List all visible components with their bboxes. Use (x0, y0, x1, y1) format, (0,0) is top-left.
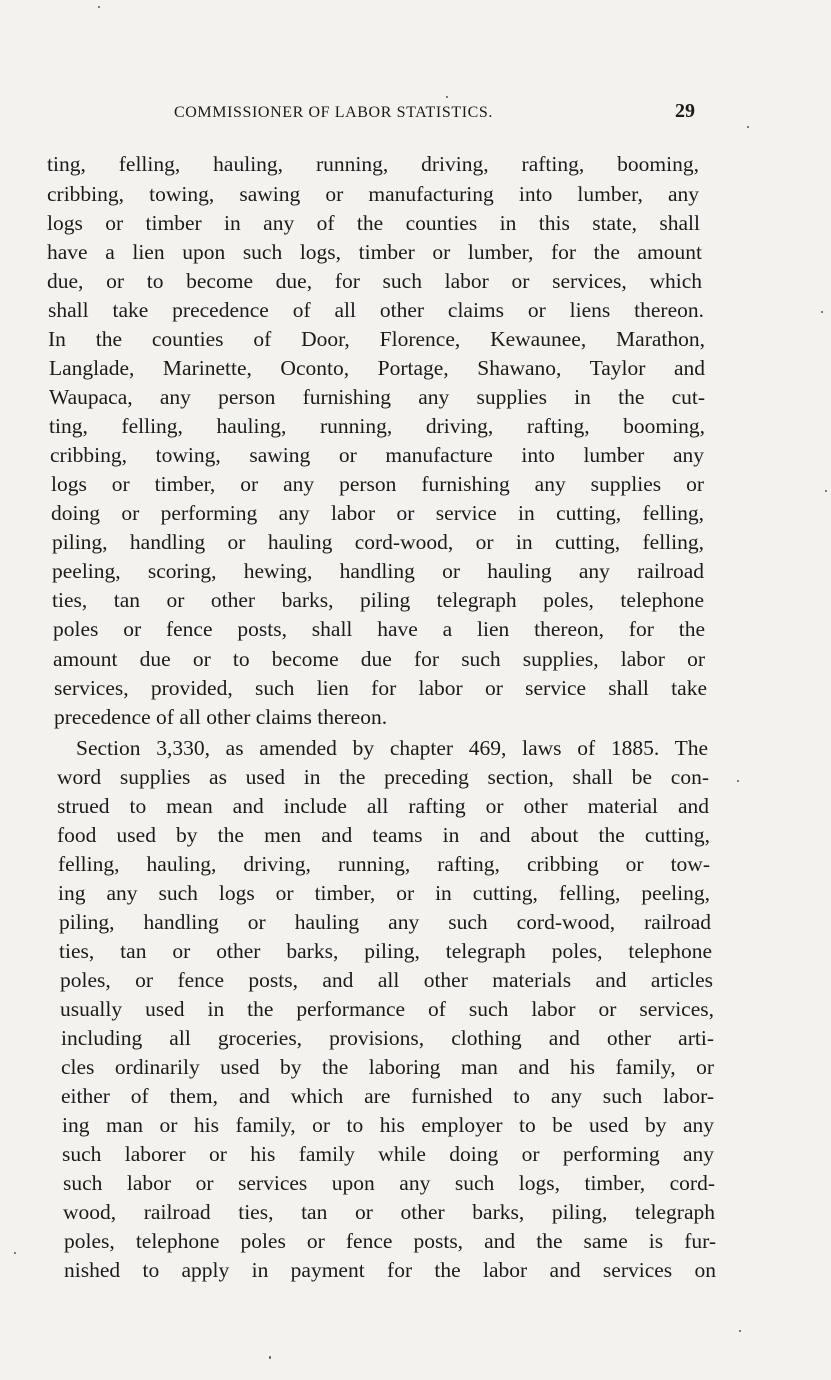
page-number: 29 (675, 100, 695, 122)
text-line: doing or performing any labor or service in cutting, felling, (51, 501, 704, 525)
print-speck (737, 780, 739, 782)
text-line: usually used in the performance of such labor or services, (60, 997, 714, 1021)
print-speck (739, 1330, 741, 1332)
text-line: In the counties of Door, Florence, Kewaunee, Marathon, (48, 327, 705, 351)
text-line: peeling, scoring, hewing, handling or hauling any railroad (52, 559, 704, 583)
text-line: Section 3,330, as amended by chapter 469, laws of 1885. The (76, 736, 708, 760)
print-speck (821, 311, 823, 313)
text-line: including all groceries, provisions, clothing and other arti- (61, 1026, 714, 1050)
running-head (0, 100, 831, 128)
text-line: piling, handling or hauling cord-wood, or in cutting, felling, (52, 530, 704, 554)
print-speck (446, 96, 448, 98)
text-line: poles, telephone poles or fence posts, and the same is fur- (64, 1229, 716, 1253)
text-line: poles or fence posts, shall have a lien thereon, for the (53, 617, 705, 641)
text-line: strued to mean and include all rafting or other material and (57, 794, 709, 818)
text-line: cribbing, towing, sawing or manufacturing into lumber, any (47, 182, 699, 206)
text-line: ting, felling, hauling, running, driving, rafting, booming, (49, 414, 705, 438)
text-line: logs or timber in any of the counties in this state, shall (47, 211, 700, 235)
text-line: piling, handling or hauling any such cord-wood, railroad (59, 910, 711, 934)
text-line: amount due or to become due for such supplies, labor or (53, 647, 705, 671)
text-line: Langlade, Marinette, Oconto, Portage, Shawano, Taylor and (49, 356, 705, 380)
text-line: poles, or fence posts, and all other materials and articles (60, 968, 713, 992)
print-speck (14, 1252, 16, 1254)
text-line: felling, hauling, driving, running, rafting, cribbing or tow- (58, 852, 710, 876)
text-line: nished to apply in payment for the labor and services on (64, 1258, 716, 1282)
text-line: ties, tan or other barks, piling telegraph poles, telephone (52, 588, 704, 612)
text-line: either of them, and which are furnished to any such labor- (61, 1084, 714, 1108)
text-line: wood, railroad ties, tan or other barks, piling, telegraph (63, 1200, 715, 1224)
text-line: ties, tan or other barks, piling, telegraph poles, telephone (59, 939, 712, 963)
text-line: word supplies as used in the preceding section, shall be con- (57, 765, 709, 789)
print-speck (825, 490, 827, 492)
text-line: cribbing, towing, sawing or manufacture into lumber any (50, 443, 704, 467)
text-line: due, or to become due, for such labor or services, which (47, 269, 702, 293)
text-line: precedence of all other claims thereon. (54, 705, 388, 729)
text-line: shall take precedence of all other claims or liens thereon. (48, 298, 704, 322)
text-line: ting, felling, hauling, running, driving, rafting, booming, (47, 152, 699, 176)
print-speck (269, 1356, 271, 1359)
text-line: Waupaca, any person furnishing any supplies in the cut- (49, 385, 705, 409)
text-line: food used by the men and teams in and about the cutting, (57, 823, 710, 847)
print-speck (98, 6, 100, 8)
text-line: logs or timber, or any person furnishing any supplies or (51, 472, 704, 496)
running-title: COMMISSIONER OF LABOR STATISTICS. (174, 104, 494, 121)
text-line: services, provided, such lien for labor or service shall take (54, 676, 707, 700)
text-line: cles ordinarily used by the laboring man and his family, or (61, 1055, 714, 1079)
print-speck (747, 126, 749, 128)
text-line: ing any such logs or timber, or in cutting, felling, peeling, (58, 881, 710, 905)
text-line: have a lien upon such logs, timber or lumber, for the amount (47, 240, 702, 264)
text-line: such labor or services upon any such logs, timber, cord- (63, 1171, 715, 1195)
text-line: ing man or his family, or to his employer to be used by any (62, 1113, 714, 1137)
text-line: such laborer or his family while doing or performing any (62, 1142, 714, 1166)
